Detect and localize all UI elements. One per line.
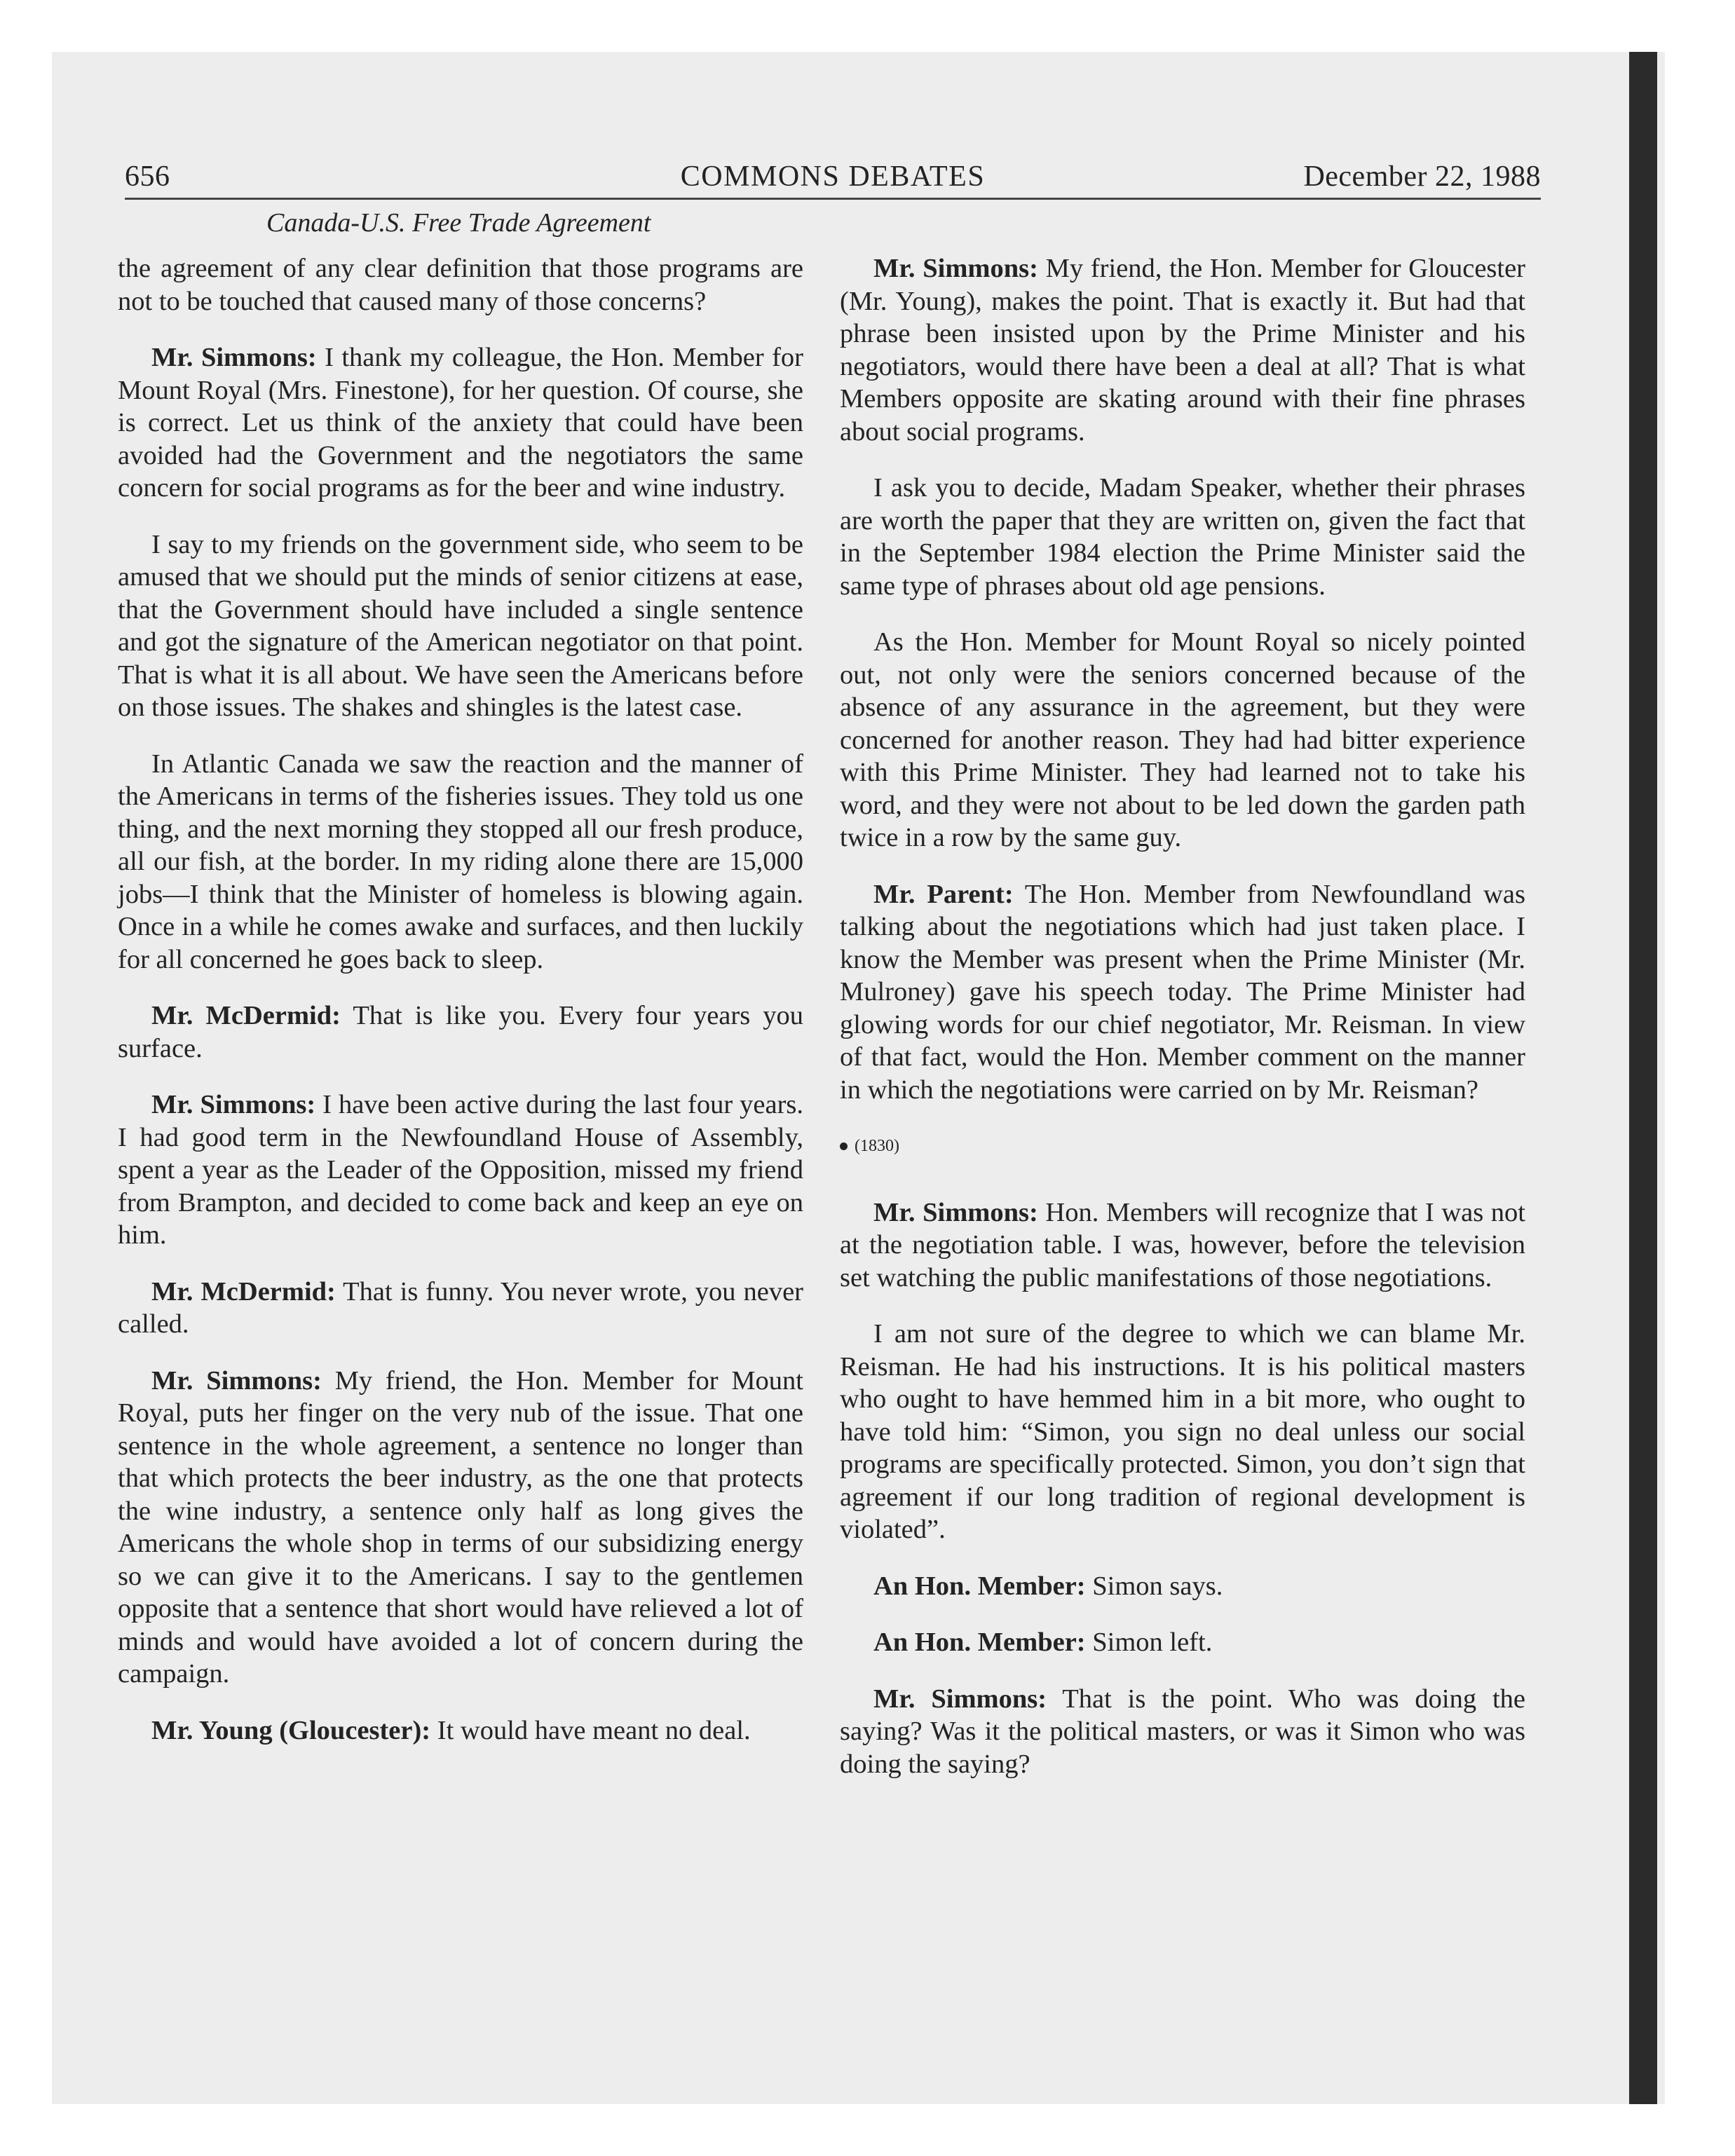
paragraph-text: That is like you. Every four years you surface. [118,1001,803,1063]
paragraph [840,1626,1525,1659]
page-number: 656 [125,161,170,193]
paragraph-text: I have been active during the last four years. I had good term in the Newfoundland House of Assembly, spent a year as the Leader of the Opposition, missed my friend from Brampton, and decided to come back and keep an eye on him. [118,1090,804,1250]
paragraph-text: Hon. Members will recognize that I was not at the negotiation table. I was, however, before the television set watching the public manifestations of those negotiations. [840,1197,1526,1292]
speaker-name: An Hon. Member: [873,1571,1086,1601]
right-column [840,252,1525,1804]
speaker-name: Mr. Simmons: [873,1197,1038,1227]
paragraph-text: I ask you to decide, Madam Speaker, whether their phrases are worth the paper that they are written on, given the fact that in the September 1984 election the Prime Minister said the same type of phrases about old age pensions. [840,473,1525,601]
speaker-name: Mr. McDermid: [151,1001,341,1030]
paragraph-text: the agreement of any clear definition that those programs are not to be touched that caused many of those concerns? [118,254,803,316]
speaker-name: Mr. Simmons: [151,1090,316,1119]
paragraph-text: My friend, the Hon. Member for Mount Royal, puts her finger on the very nub of the issue. That one sentence in the whole agreement, a sentence no longer than that which protects the beer industry, as the one that protects the wine industry, a sentence only half as long gives the Americans the whole shop in terms of our subsidizing energy so we can give it to the Americans. I say to the gentlemen opposite that a sentence that short would have relieved a lot of minds and would have avoided a lot of concern during the campaign. [118,1365,804,1688]
speaker-name: An Hon. Member: [873,1628,1086,1657]
paragraph [118,748,803,976]
paragraph [840,878,1525,1107]
speaker-name: Mr. Simmons: [873,1684,1047,1714]
speaker-name: Mr. McDermid: [151,1276,336,1306]
paragraph [118,999,803,1065]
time-marker-text: (1830) [855,1137,899,1155]
paragraph-text: That is the point. Who was doing the saying? Was it the political masters, or was it Simon who was doing the saying? [840,1684,1525,1779]
paragraph-text: That is funny. You never wrote, you never called. [118,1276,803,1339]
scan-edge-bar [1629,52,1657,2104]
speaker-name: Mr. Simmons: [151,1365,322,1396]
paragraph [840,1318,1525,1546]
paragraph [840,472,1525,602]
paragraph-text: My friend, the Hon. Member for Gloucester (Mr. Young), makes the point. That is exactly it. But had that phrase been insisted upon by the Prime Minister and his negotiators, would there have been a deal at all? That is what Members opposite are skating around with their fine phrases about social programs. [840,254,1526,446]
paragraph [118,528,803,724]
paragraph-text: It would have meant no deal. [437,1715,751,1745]
page-date: December 22, 1988 [1303,161,1541,193]
paragraph-text: The Hon. Member from Newfoundland was talking about the negotiations which had just taken place. I know the Member was present when the Prime Minister (Mr. Mulroney) gave his speech today. The Prime Minister had glowing words for our chief negotiator, Mr. Reisman. In view of that fact, would the Hon. Member comment on the manner in which the negotiations were carried on by Mr. Reisman? [840,879,1525,1105]
paragraph-text: As the Hon. Member for Mount Royal so nicely pointed out, not only were the seniors concerned because of the absence of any assurance in the agreement, but they were concerned for another reason. They had had bitter experience with this Prime Minister. They had learned not to take his word, and they were not about to be led down the garden path twice in a row by the same guy. [840,627,1525,852]
paragraph [840,626,1525,854]
bullet-icon [840,1142,848,1150]
paragraph [840,1570,1525,1603]
paragraph [118,1276,803,1341]
section-subheading: Canada-U.S. Free Trade Agreement [266,208,651,238]
paragraph [118,1089,803,1252]
speaker-name: Mr. Parent: [873,879,1014,909]
paragraph-text: I thank my colleague, the Hon. Member for Mount Royal (Mrs. Finestone), for her question. Of course, she is correct. Let us think of the anxiety that could have been avoided had the Government and the negotiators the same concern for social programs as for the beer and wine industry. [118,343,803,503]
paragraph [840,1196,1525,1295]
paragraph [118,252,803,318]
speaker-name: Mr. Simmons: [873,254,1038,283]
paragraph-text: In Atlantic Canada we saw the reaction and the manner of the Americans in terms of the fisheries issues. They told us one thing, and the next morning they stopped all our fresh produce, all our fish, at the border. In my riding alone there are 15,000 jobs—I think that the Minister of homeless is blowing again. Once in a while he comes awake and surfaces, and then luckily for all concerned he goes back to sleep. [118,749,803,974]
speaker-name: Mr. Young (Gloucester): [151,1715,431,1745]
publication-title: COMMONS DEBATES [680,161,986,193]
paragraph [118,341,803,505]
paragraph [840,252,1525,448]
paragraph [840,1683,1525,1781]
paragraph-text: I say to my friends on the government side, who seem to be amused that we should put the minds of senior citizens at ease, that the Government should have included a single sentence and got the signature of the American negotiator on that point. That is what it is all about. We have seen the Americans before on those issues. The shakes and shingles is the latest case. [118,529,803,722]
speaker-name: Mr. Simmons: [151,343,317,372]
paragraph-text: Simon says. [1092,1571,1223,1601]
page-header [125,160,1541,200]
left-column [118,252,803,1770]
paragraph-text: Simon left. [1092,1628,1213,1657]
time-marker [840,1130,1525,1163]
paragraph [118,1365,803,1691]
paragraph-text: I am not sure of the degree to which we can blame Mr. Reisman. He had his instructions. It is his political masters who ought to have hemmed him in a bit more, who ought to have told him: “Simon, you sign no deal unless our social programs are specifically protected. Simon, you don’t sign that agreement if our long tradition of regional development is violated”. [840,1319,1525,1544]
paragraph [118,1714,803,1747]
